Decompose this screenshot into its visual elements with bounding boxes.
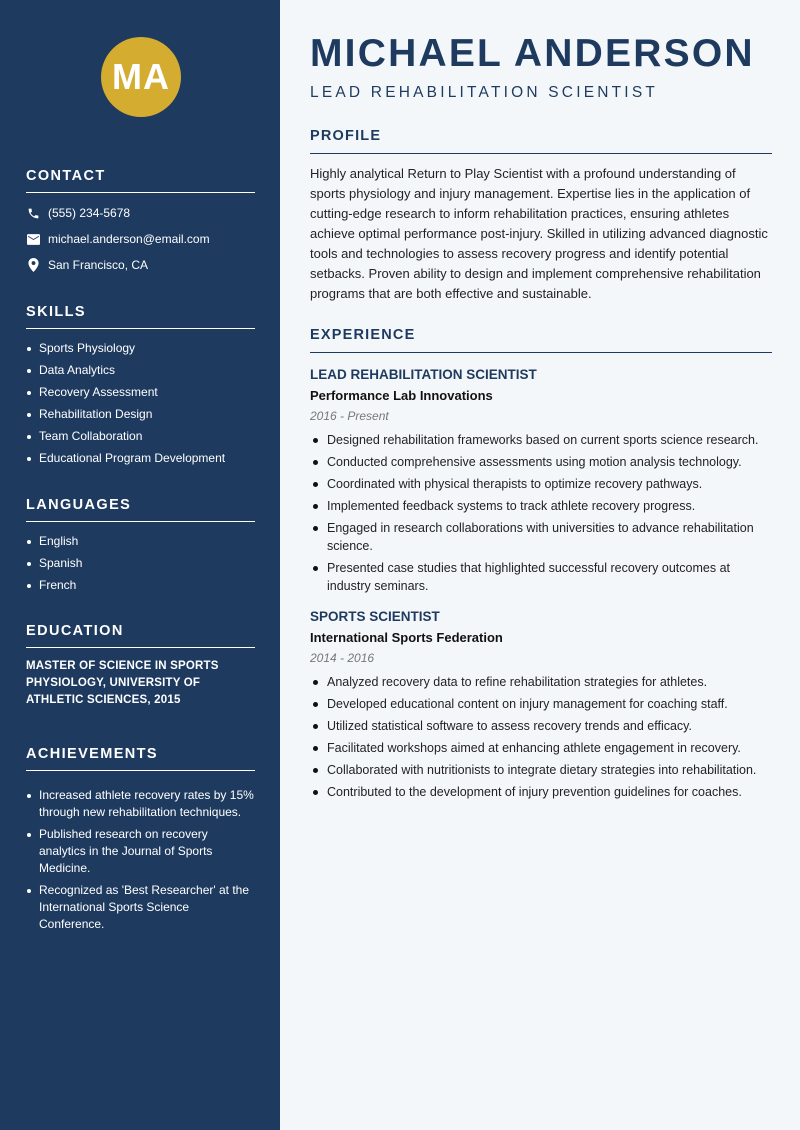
education-title: EDUCATION	[26, 623, 255, 648]
achievement-item: Published research on recovery analytics in the Journal of Sports Medicine.	[26, 826, 255, 877]
sidebar	[0, 0, 280, 1130]
job-bullet: Collaborated with nutritionists to integrate dietary strategies into rehabilitation.	[310, 761, 772, 779]
job-dates: 2016 - Present	[310, 409, 389, 423]
mail-icon	[26, 232, 40, 246]
contact-section	[26, 168, 255, 274]
job-bullet: Developed educational content on injury management for coaching staff.	[310, 695, 772, 713]
email-text: michael.anderson@email.com	[48, 232, 210, 246]
education-section	[26, 623, 255, 709]
job-dates: 2014 - 2016	[310, 651, 375, 665]
phone-text: (555) 234-5678	[48, 206, 131, 220]
location-text: San Francisco, CA	[48, 258, 149, 272]
company-name: International Sports Federation	[310, 630, 503, 645]
skill-item: Educational Program Development	[26, 450, 255, 467]
profile-title: PROFILE	[310, 128, 772, 154]
experience-title: EXPERIENCE	[310, 327, 772, 353]
job-bullet: Utilized statistical software to assess recovery trends and efficacy.	[310, 717, 772, 735]
profile-text: Highly analytical Return to Play Scientist with a profound understanding of sports physiology and injury management. Expertise lies in the application of cutting-edge research to inform rehabilitation practices, ensuring athletes achieve optimal performance post-injury. Skilled in utilizing advanced diagnostic tools and technologies to assess recovery progress and identify potential setbacks. Proven ability to design and implement comprehensive rehabilitation programs that are both effective and sustainable.	[310, 166, 768, 301]
job-bullet: Conducted comprehensive assessments using motion analysis technology.	[310, 453, 772, 471]
contact-email	[26, 230, 255, 248]
phone-icon	[26, 206, 40, 220]
languages-title: LANGUAGES	[26, 497, 255, 522]
achievement-item: Increased athlete recovery rates by 15% through new rehabilitation techniques.	[26, 787, 255, 821]
job-title: LEAD REHABILITATION SCIENTIST	[310, 367, 537, 382]
skill-item: Team Collaboration	[26, 428, 255, 445]
job-bullets	[310, 431, 772, 595]
job-bullet: Coordinated with physical therapists to optimize recovery pathways.	[310, 475, 772, 493]
job-bullet: Designed rehabilitation frameworks based on current sports science research.	[310, 431, 772, 449]
job-bullet: Analyzed recovery data to refine rehabilitation strategies for athletes.	[310, 673, 772, 691]
contact-location	[26, 256, 255, 274]
job-bullet: Contributed to the development of injury prevention guidelines for coaches.	[310, 783, 772, 801]
achievements-section	[26, 746, 255, 938]
contact-title: CONTACT	[26, 168, 255, 193]
contact-phone	[26, 204, 255, 222]
job-entry	[310, 367, 772, 595]
full-name: MICHAEL ANDERSON	[310, 32, 755, 75]
education-text: MASTER OF SCIENCE IN SPORTS PHYSIOLOGY, UNIVERSITY OF ATHLETIC SCIENCES, 2015	[26, 660, 219, 706]
language-item: French	[26, 577, 255, 594]
job-bullet: Presented case studies that highlighted successful recovery outcomes at industry seminars.	[310, 559, 772, 595]
job-bullet: Implemented feedback systems to track athlete recovery progress.	[310, 497, 772, 515]
language-item: English	[26, 533, 255, 550]
job-bullet: Facilitated workshops aimed at enhancing athlete engagement in recovery.	[310, 739, 772, 757]
job-title: SPORTS SCIENTIST	[310, 609, 440, 624]
company-name: Performance Lab Innovations	[310, 388, 493, 403]
achievements-list	[26, 787, 255, 933]
avatar: MA	[101, 37, 181, 117]
achievements-title: ACHIEVEMENTS	[26, 746, 255, 771]
job-entry	[310, 609, 772, 801]
job-role: LEAD REHABILITATION SCIENTIST	[310, 84, 659, 101]
experience-section	[310, 327, 772, 805]
language-item: Spanish	[26, 555, 255, 572]
skill-item: Recovery Assessment	[26, 384, 255, 401]
job-bullets	[310, 673, 772, 801]
job-bullet: Engaged in research collaborations with universities to advance rehabilitation science.	[310, 519, 772, 555]
skills-title: SKILLS	[26, 304, 255, 329]
achievement-item: Recognized as 'Best Researcher' at the International Sports Science Conference.	[26, 882, 255, 933]
skills-list	[26, 340, 255, 467]
location-pin-icon	[26, 258, 40, 272]
skill-item: Rehabilitation Design	[26, 406, 255, 423]
skills-section	[26, 304, 255, 472]
skill-item: Data Analytics	[26, 362, 255, 379]
languages-section	[26, 497, 255, 599]
skill-item: Sports Physiology	[26, 340, 255, 357]
languages-list	[26, 533, 255, 594]
profile-section	[310, 128, 772, 304]
